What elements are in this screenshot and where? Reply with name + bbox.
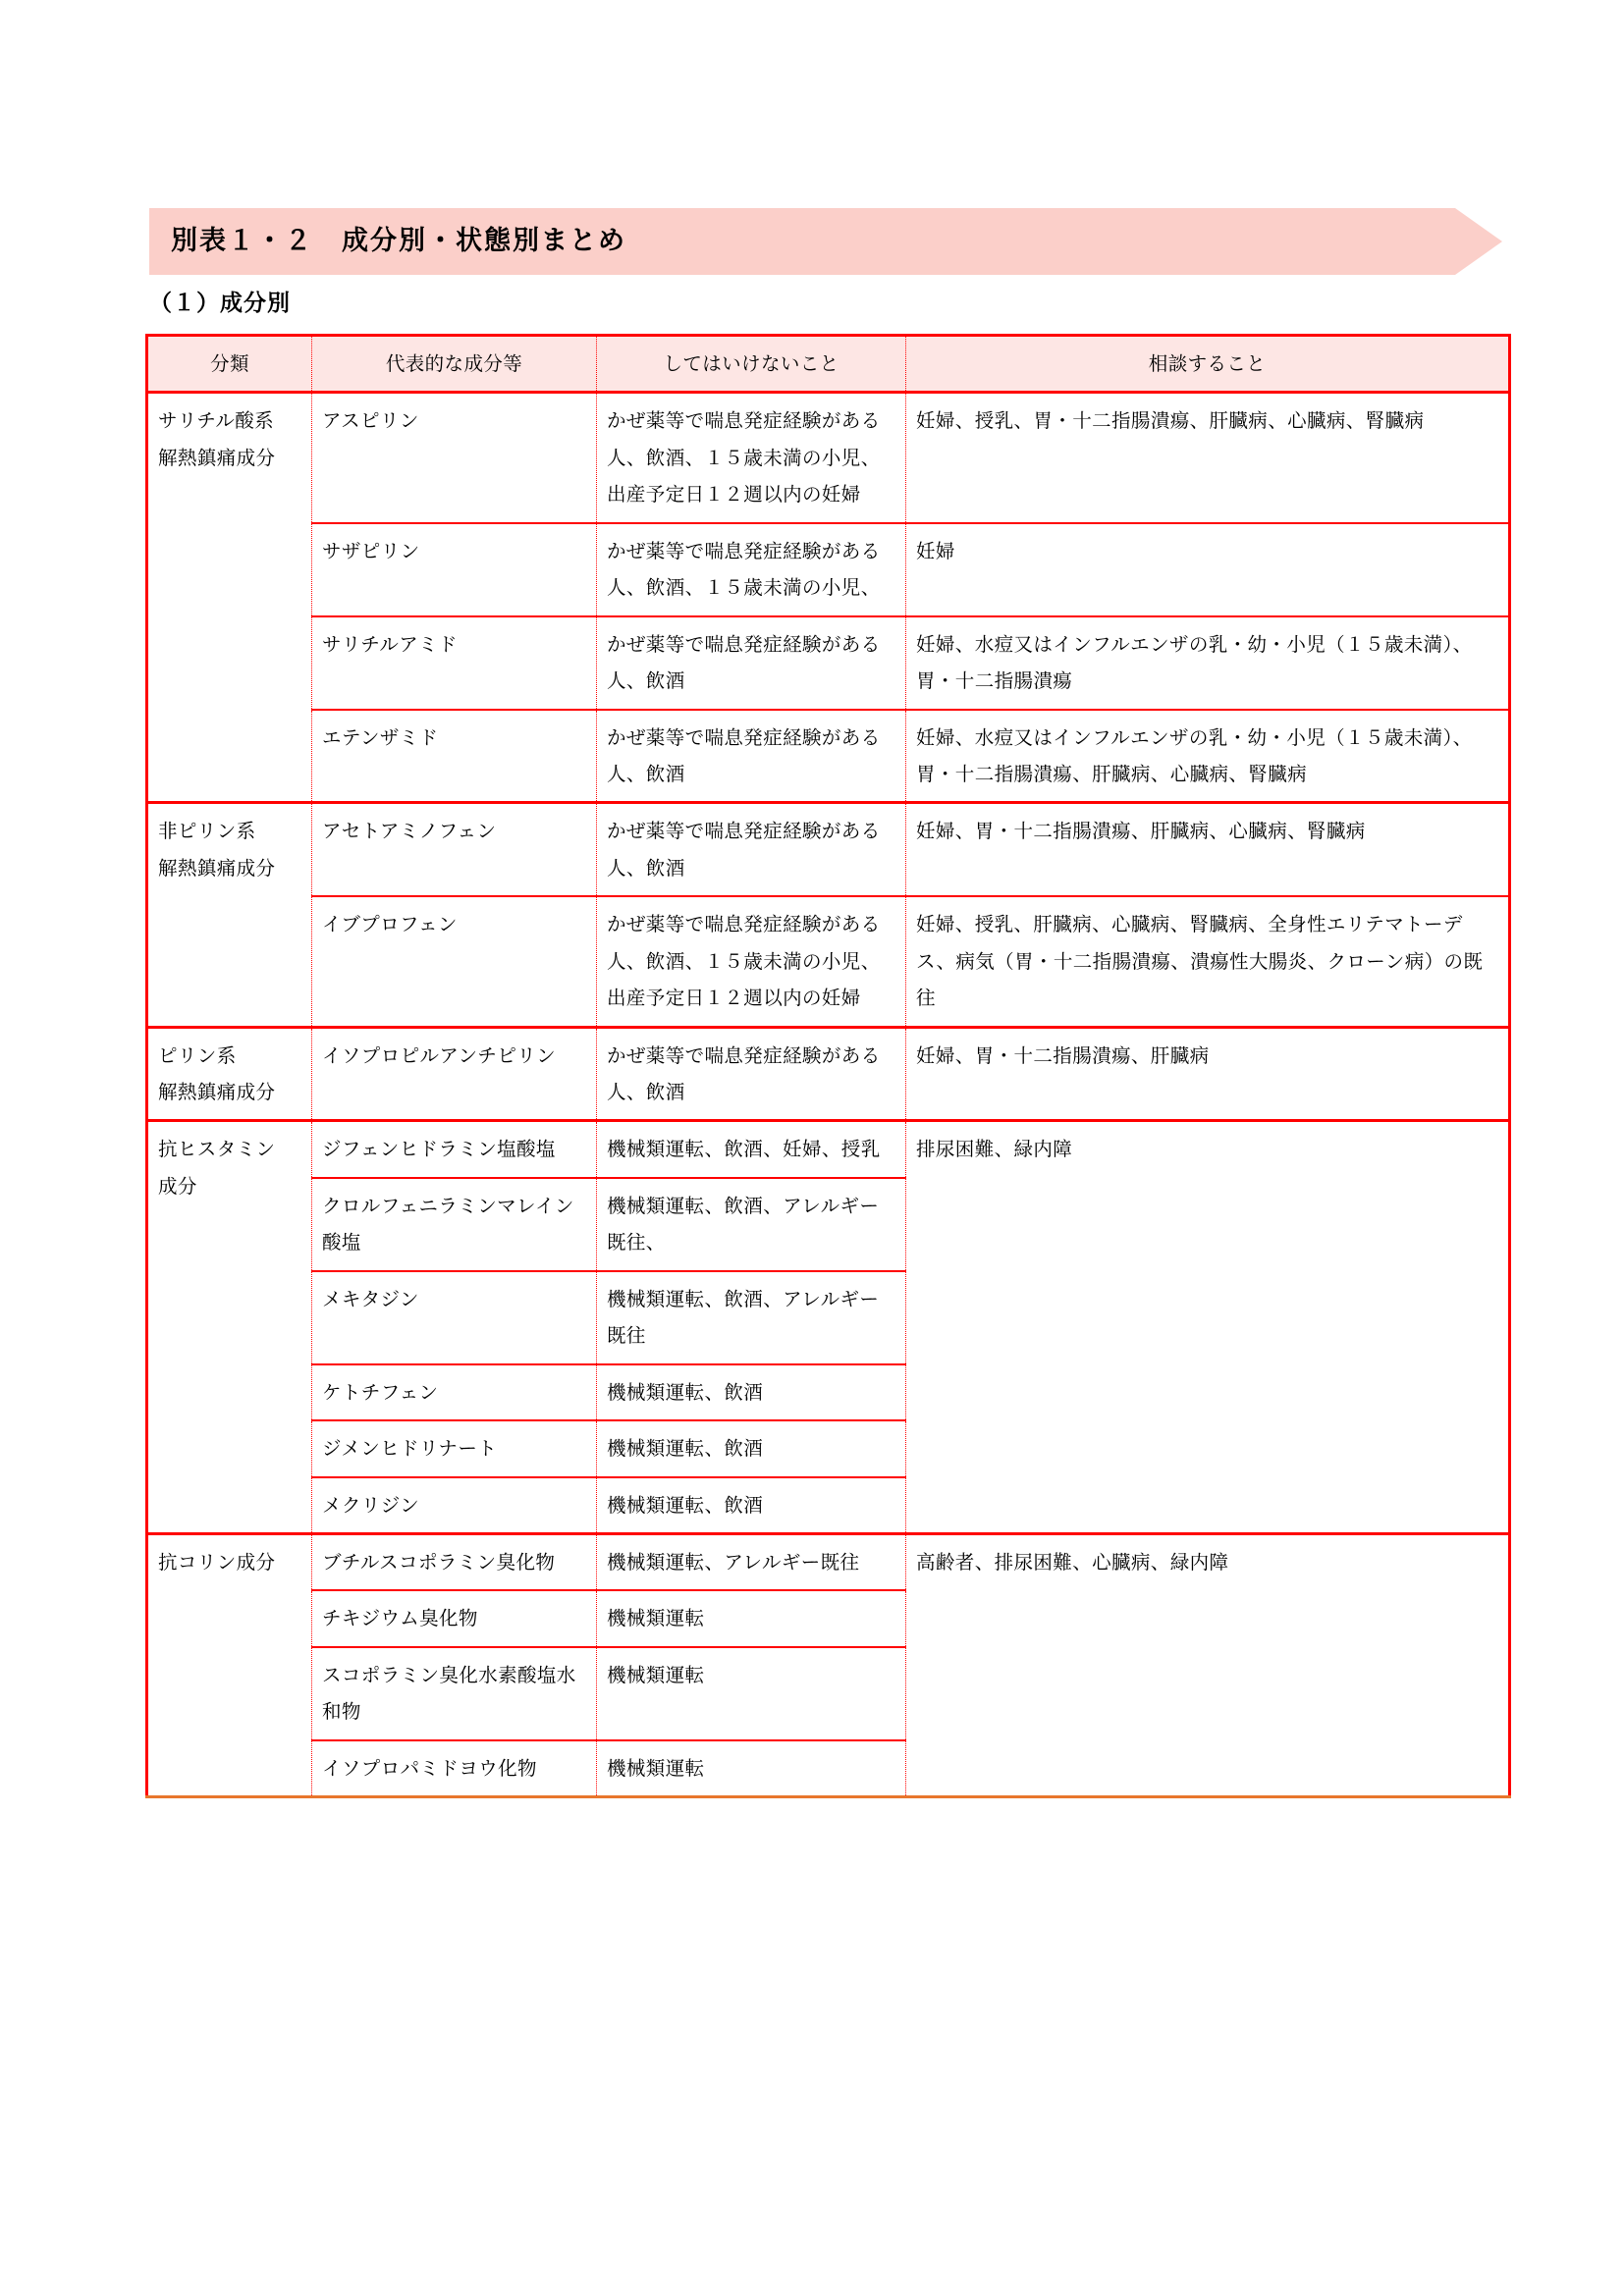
- do-not-use-cell: 機械類運転: [597, 1647, 906, 1740]
- table-row: [147, 1533, 1510, 1590]
- category-label-line2: 成分: [158, 1174, 197, 1198]
- category-cell: [147, 393, 312, 803]
- col-header-consult: 相談すること: [906, 336, 1510, 393]
- col-header-category: 分類: [147, 336, 312, 393]
- category-label-line2: 解熱鎮痛成分: [158, 856, 276, 880]
- category-label-line1: ピリン系: [158, 1043, 237, 1067]
- do-not-use-cell: 機械類運転、飲酒: [597, 1477, 906, 1534]
- do-not-use-cell: 機械類運転: [597, 1740, 906, 1797]
- table-row: [147, 393, 1510, 523]
- do-not-use-cell: 機械類運転、飲酒、アレルギー既往、: [597, 1178, 906, 1271]
- title-banner: [149, 208, 1502, 275]
- table-row: [147, 1027, 1510, 1121]
- category-label-line2: 解熱鎮痛成分: [158, 1081, 276, 1103]
- section-subheading: （１）成分別: [149, 291, 291, 316]
- ingredient-cell: チキジウム臭化物: [312, 1590, 597, 1646]
- table-body: [147, 393, 1510, 1797]
- consult-cell: 高齢者、排尿困難、心臓病、緑内障: [906, 1533, 1510, 1796]
- category-cell: [147, 1121, 312, 1534]
- ingredient-cell: サザピリン: [312, 523, 597, 616]
- do-not-use-cell: かぜ薬等で喘息発症経験がある人、飲酒、１５歳未満の小児、: [597, 523, 906, 616]
- ingredient-cell: アスピリン: [312, 393, 597, 523]
- do-not-use-cell: 機械類運転、飲酒、アレルギー既往: [597, 1271, 906, 1364]
- consult-cell: 妊婦、水痘又はインフルエンザの乳・幼・小児（１５歳未満）、胃・十二指腸潰瘍、肝臓病、心臓病、腎臓病: [906, 710, 1510, 803]
- ingredient-cell: サリチルアミド: [312, 616, 597, 710]
- ingredient-cell: ブチルスコポラミン臭化物: [312, 1533, 597, 1590]
- category-cell: [147, 803, 312, 1027]
- table-header: [147, 336, 1510, 393]
- category-cell: [147, 1027, 312, 1121]
- consult-cell: 妊婦、授乳、肝臓病、心臓病、腎臓病、全身性エリテマトーデス、病気（胃・十二指腸潰瘍、潰瘍性大腸炎、クローン病）の既往: [906, 896, 1510, 1027]
- ingredient-table: [145, 334, 1511, 1798]
- table-row: [147, 710, 1510, 803]
- table-row: [147, 616, 1510, 710]
- category-label-line1: 非ピリン系: [158, 820, 256, 843]
- do-not-use-cell: 機械類運転、飲酒: [597, 1364, 906, 1420]
- ingredient-cell: メキタジン: [312, 1271, 597, 1364]
- ingredient-cell: メクリジン: [312, 1477, 597, 1534]
- ingredient-cell: ケトチフェン: [312, 1364, 597, 1420]
- category-label-line1: 抗ヒスタミン: [158, 1138, 276, 1161]
- do-not-use-cell: かぜ薬等で喘息発症経験がある人、飲酒: [597, 803, 906, 896]
- category-label-line1: 抗コリン成分: [158, 1550, 276, 1574]
- ingredient-cell: ジメンヒドリナート: [312, 1420, 597, 1476]
- ingredient-cell: イソプロピルアンチピリン: [312, 1027, 597, 1121]
- ingredient-cell: イソプロパミドヨウ化物: [312, 1740, 597, 1797]
- do-not-use-cell: かぜ薬等で喘息発症経験がある人、飲酒: [597, 1027, 906, 1121]
- do-not-use-cell: 機械類運転、飲酒: [597, 1420, 906, 1476]
- table-row: [147, 523, 1510, 616]
- table-row: [147, 896, 1510, 1027]
- ingredient-cell: クロルフェニラミンマレイン酸塩: [312, 1178, 597, 1271]
- do-not-use-cell: かぜ薬等で喘息発症経験がある人、飲酒: [597, 616, 906, 710]
- page-title: 別表１・２ 成分別・状態別まとめ: [171, 226, 626, 256]
- col-header-do-not-use: してはいけないこと: [597, 336, 906, 393]
- consult-cell: 排尿困難、緑内障: [906, 1121, 1510, 1534]
- consult-cell: 妊婦、胃・十二指腸潰瘍、肝臓病: [906, 1027, 1510, 1121]
- ingredient-cell: ジフェンヒドラミン塩酸塩: [312, 1121, 597, 1178]
- do-not-use-cell: 機械類運転、アレルギー既往: [597, 1533, 906, 1590]
- ingredient-table-wrap: [145, 334, 1508, 1798]
- do-not-use-cell: 機械類運転、飲酒、妊婦、授乳: [597, 1121, 906, 1178]
- ingredient-cell: イブプロフェン: [312, 896, 597, 1027]
- category-label-line1: サリチル酸系: [158, 409, 275, 433]
- col-header-ingredient: 代表的な成分等: [312, 336, 597, 393]
- table-row: [147, 1121, 1510, 1178]
- category-label-line2: 解熱鎮痛成分: [158, 446, 276, 469]
- category-cell: [147, 1533, 312, 1796]
- ingredient-cell: スコポラミン臭化水素酸塩水和物: [312, 1647, 597, 1740]
- do-not-use-cell: 機械類運転: [597, 1590, 906, 1646]
- consult-cell: 妊婦: [906, 523, 1510, 616]
- table-row: [147, 803, 1510, 896]
- do-not-use-cell: かぜ薬等で喘息発症経験がある人、飲酒、１５歳未満の小児、出産予定日１２週以内の妊婦: [597, 393, 906, 523]
- ingredient-cell: エテンザミド: [312, 710, 597, 803]
- ingredient-cell: アセトアミノフェン: [312, 803, 597, 896]
- consult-cell: 妊婦、胃・十二指腸潰瘍、肝臓病、心臓病、腎臓病: [906, 803, 1510, 896]
- consult-cell: 妊婦、授乳、胃・十二指腸潰瘍、肝臓病、心臓病、腎臓病: [906, 393, 1510, 523]
- do-not-use-cell: かぜ薬等で喘息発症経験がある人、飲酒、１５歳未満の小児、出産予定日１２週以内の妊婦: [597, 896, 906, 1027]
- consult-cell: 妊婦、水痘又はインフルエンザの乳・幼・小児（１５歳未満）、胃・十二指腸潰瘍: [906, 616, 1510, 710]
- do-not-use-cell: かぜ薬等で喘息発症経験がある人、飲酒: [597, 710, 906, 803]
- table-header-row: [147, 336, 1510, 393]
